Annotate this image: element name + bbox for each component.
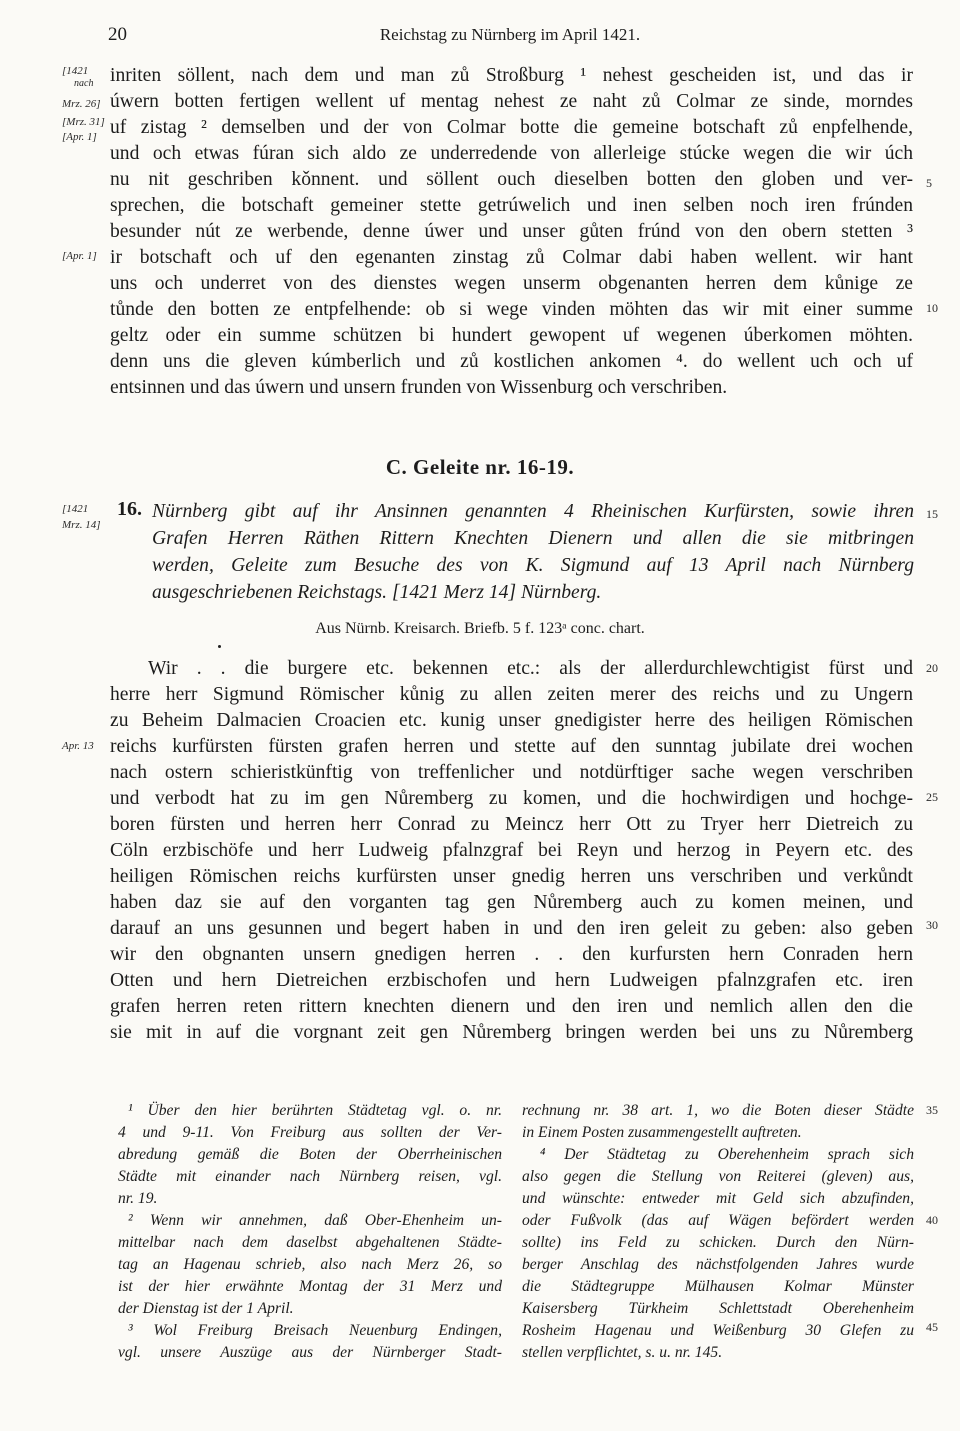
text-line: entsinnen und das úwern und unsern frunden von Wissenburg och verschriben. xyxy=(110,377,728,398)
text-line: Wir . . die burgere etc. bekennen etc.: als der allerdurchlewchtigist fürst und xyxy=(148,658,913,679)
line-number: 15 xyxy=(926,507,938,521)
text-line: ir botschaft och uf den egenanten zinstag zů Colmar dabi haben wellent. wir hant xyxy=(110,247,913,268)
text-line: inriten söllent, nach dem und man zů Stroßburg ¹ nehest gescheiden ist, und das ir xyxy=(110,65,913,86)
footnote-line: vgl. unsere Auszüge aus der Nürnberger Stadt- xyxy=(118,1344,502,1361)
margin-date: [Apr. 1] xyxy=(62,250,97,262)
line-number: 5 xyxy=(926,176,932,190)
document-number: 16. xyxy=(117,498,142,520)
footnote-line: ² Wenn wir annehmen, daß Ober-Ehenheim un- xyxy=(128,1212,502,1229)
text-line: geltz oder ein summe schützen bi hundert gewopent uf wegenen úberkomen möhten. xyxy=(110,325,913,346)
footnote-line: ist der hier erwähnte Montag der 31 Merz und xyxy=(118,1278,502,1295)
text-line: nu nit geschriben kǒnnent. und söllent ouch dieselben botten den globen und ver- xyxy=(110,169,913,190)
footnote-line: stellen verpflichtet, s. u. nr. 145. xyxy=(522,1344,723,1361)
text-line: denn uns die gleven kúmberlich und zů kostlichen ankomen ⁴. do wellent uch och uf xyxy=(110,351,913,372)
text-line: und och etwas fúran sich aldo ze underredende von allerleige stúcke wegen die wir úch xyxy=(110,143,913,164)
line-number: 10 xyxy=(926,301,938,315)
line-number: 20 xyxy=(926,661,938,675)
text-line: wir den obgnanten unsern gnedigen herren . . den kurfursten hern Conraden hern xyxy=(110,944,913,965)
text-line: heiligen Römischen reichs kurfürsten unser gnedig herren uns verschriben und verkůndt xyxy=(110,866,913,887)
margin-date: nach xyxy=(74,78,94,89)
footnote-line: ⁴ Der Städtetag zu Oberehenheim sprach sich xyxy=(540,1146,914,1163)
page-header xyxy=(108,24,912,48)
text-line: úwern botten fertigen wellent uf mentag nehest ze naht zů Colmar ze sinde, morndes xyxy=(110,91,913,112)
footnote-line: ¹ Über den hier berührten Städtetag vgl. o. nr. xyxy=(128,1102,502,1119)
text-line: sie mit in auf die vorgnant zeit gen Nůremberg bringen werden bei uns zu Nůremberg xyxy=(110,1022,913,1043)
text-line: darauf an uns gesunnen und begert haben in und den iren geleit zu geben: also geben xyxy=(110,918,913,939)
decorative-dot xyxy=(218,645,221,648)
footnote-line: Rosheim Hagenau und Weißenburg 30 Glefen zu xyxy=(522,1322,914,1339)
text-line: herre herr Sigmund Römischer kůnig zu allen zeiten merer des reichs und zu Ungern xyxy=(110,684,913,705)
line-number: 40 xyxy=(926,1213,938,1227)
margin-date: Mrz. 14] xyxy=(62,519,101,531)
footnote-line: Kaisersberg Türkheim Schlettstadt Oberehenheim xyxy=(522,1300,914,1317)
running-title: Reichstag zu Nürnberg im April 1421. xyxy=(379,25,641,44)
regest-line: werden, Geleite zum Besuche des von K. Sigmund auf 13 April nach Nürnberg xyxy=(152,555,914,576)
regest-line: Grafen Herren Räthen Rittern Knechten Dienern und allen die sie mitbringen xyxy=(152,528,914,549)
text-line: Cöln erzbischöfe und herr Ludweig pfalnzgraf bei Reyn und herzog in Peyern etc. des xyxy=(110,840,913,861)
margin-date: Apr. 13 xyxy=(62,740,94,752)
margin-date: Mrz. 26] xyxy=(62,98,101,110)
text-line: boren fürsten und herren herr Conrad zu Meincz herr Ott zu Tryer herr Dietreich zu xyxy=(110,814,913,835)
text-line: Otten und hern Dietreichen erzbischofen und hern Ludweigen pfalnzgrafen etc. iren xyxy=(110,970,913,991)
text-line: sprechen, die botschaft gemeiner stette getrúwelich und inen selben noch iren frúnden xyxy=(110,195,913,216)
footnote-line: abredung gemäß die Boten der Oberrheinischen xyxy=(118,1146,502,1163)
text-line: nach ostern schieristkünftig von treffenlicher und notdürftiger sache wegen verschriben xyxy=(110,762,913,783)
text-line: uns och underret von des dienstes wegen unserm obgenanten herren dem kůnige ze xyxy=(110,273,913,294)
text-line: besunder nút ze werbende, denne úwer und unser gůten frúnd von den obern stetten ³ xyxy=(110,221,913,242)
footnote-line: also gegen die Stellung von Reiterei (gleven) aus, xyxy=(522,1168,914,1185)
text-line: uf zistag ² demselben und der von Colmar botte die gemeine botschaft zů enpfelhende, xyxy=(110,117,913,138)
text-line: reichs kurfürsten fürsten grafen herren und stette auf den sunntag jubilate drei wochen xyxy=(110,736,913,757)
line-number: 30 xyxy=(926,918,938,932)
footnote-line: mittelbar nach dem daselbst abgehaltenen Städte- xyxy=(118,1234,502,1251)
footnote-line: und wünschte: entweder mit Geld sich abzufinden, xyxy=(522,1190,914,1207)
source-citation: Aus Nürnb. Kreisarch. Briefb. 5 f. 123ᵃ conc. chart. xyxy=(315,620,645,637)
footnote-line: sollte) ins Feld zu schicken. Durch den Nürn- xyxy=(522,1234,914,1251)
footnote-line: tag an Hagenau schrieb, also nach Merz 26, so xyxy=(118,1256,502,1273)
text-line: haben daz sie auf den vorganten tag gen Nůremberg auch zu komen meinen, und xyxy=(110,892,913,913)
footnote-line: rechnung nr. 38 art. 1, wo die Boten dieser Städte xyxy=(522,1102,914,1119)
regest-line: ausgeschriebenen Reichstags. [1421 Merz 14] Nürnberg. xyxy=(152,582,602,603)
margin-date: [Mrz. 31] xyxy=(62,116,105,128)
footnote-line: berger Anschlag des nächstfolgenden Jahres wurde xyxy=(522,1256,914,1273)
text-line: grafen herren reten rittern knechten dienern und den iren und nemlich allen den die xyxy=(110,996,913,1017)
line-number: 45 xyxy=(926,1320,938,1334)
page-number: 20 xyxy=(108,24,127,45)
footnote-line: die Städtegruppe Mülhausen Kolmar Münster xyxy=(522,1278,914,1295)
regest-line: Nürnberg gibt auf ihr Ansinnen genannten 4 Rheinischen Kurfürsten, sowie ihren xyxy=(152,501,914,522)
margin-date: [1421 xyxy=(62,65,89,77)
footnote-line: 4 und 9-11. Von Freiburg aus sollten der Ver- xyxy=(118,1124,502,1141)
footnote-line: der Dienstag ist der 1 April. xyxy=(118,1300,294,1317)
line-number: 35 xyxy=(926,1103,938,1117)
text-line: tůnde den botten ze entpfelhende: ob si wege vinden möhten das wir mit einer summe xyxy=(110,299,913,320)
line-number: 25 xyxy=(926,790,938,804)
text-line: zu Beheim Dalmacien Croacien etc. kunig unser gnedigister herre des heiligen Römischen xyxy=(110,710,913,731)
section-heading: C. Geleite nr. 16-19. xyxy=(385,455,575,479)
margin-date: [1421 xyxy=(62,503,89,515)
footnote-line: in Einem Posten zusammengestellt auftreten. xyxy=(522,1124,802,1141)
footnote-line: oder Fußvolk (das auf Wägen befördert werden xyxy=(522,1212,914,1229)
footnote-line: ³ Wol Freiburg Breisach Neuenburg Endingen, xyxy=(128,1322,502,1339)
footnote-line: Städte mit einander nach Nürnberg reisen, vgl. xyxy=(118,1168,502,1185)
footnote-line: nr. 19. xyxy=(118,1190,158,1207)
text-line: und verbodt hat zu im gen Nůremberg zu komen, und die hochwirdigen und hochge- xyxy=(110,788,913,809)
margin-date: [Apr. 1] xyxy=(62,131,97,143)
